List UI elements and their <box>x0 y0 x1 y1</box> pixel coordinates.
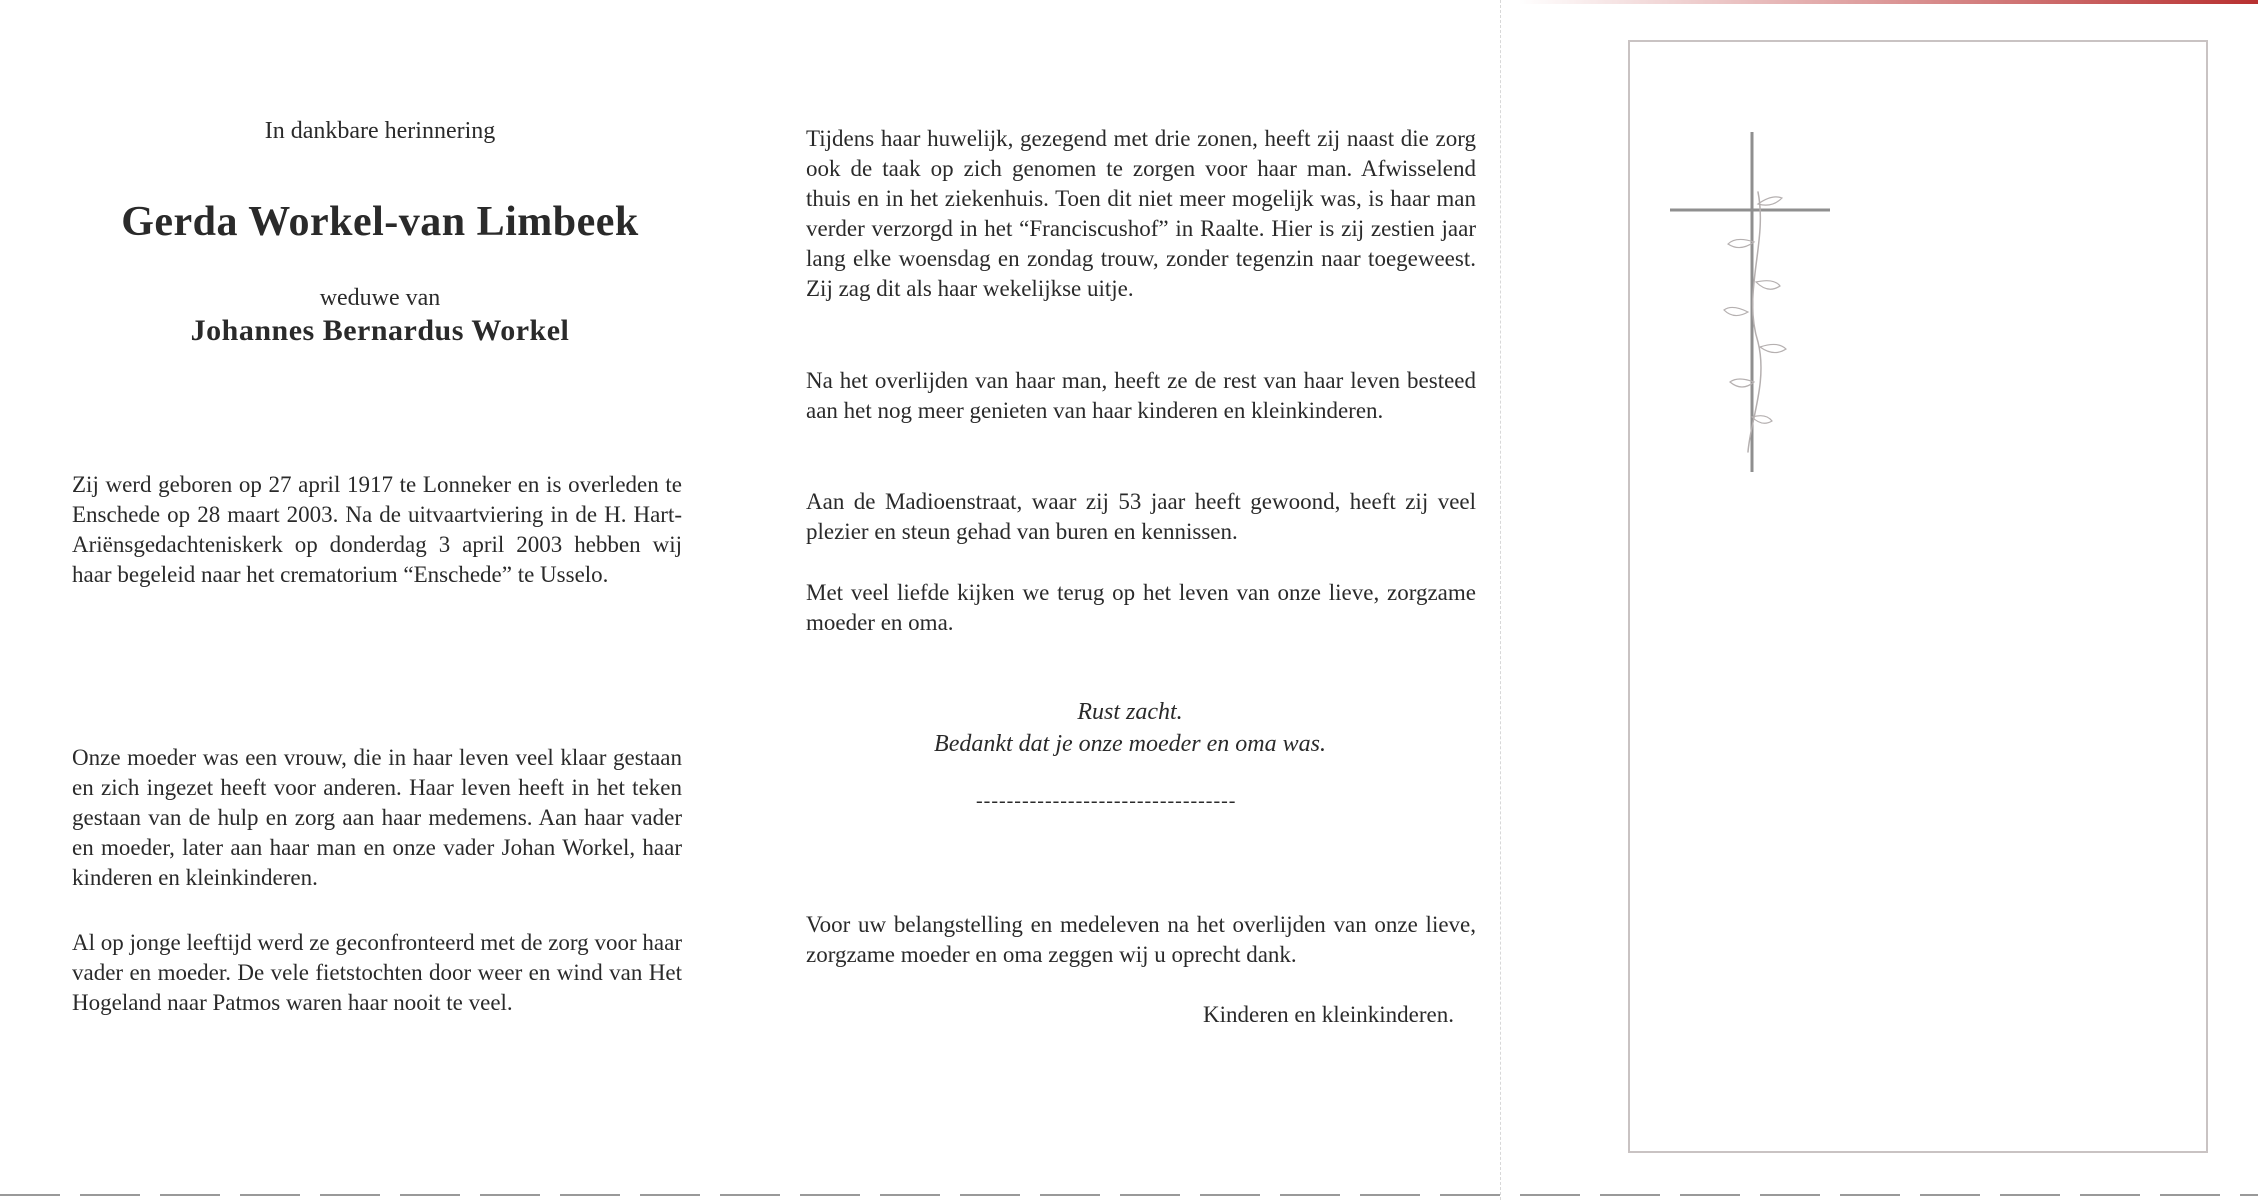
husband-name: Johannes Bernardus Workel <box>190 314 570 347</box>
deceased-name: Gerda Workel-van Limbeek <box>121 199 639 245</box>
closing-line-2: Bedankt dat je onze moeder en oma was. <box>934 731 1326 757</box>
right-panel <box>1500 0 2258 1200</box>
cross-with-vine-icon <box>1670 132 1830 472</box>
life-paragraph: Onze moeder was een vrouw, die in haar leven veel klaar gestaan en zich ingezet heeft voor anderen. Haar leven heeft in het teken gestaan van de hulp en zorg aan haar medemens. Aan haar vader en moeder, later aan haar man en onze vader Johan Workel, haar kinderen en kleinkinderen. <box>72 745 682 890</box>
closing-verse <box>760 696 1500 760</box>
marriage-paragraph: Tijdens haar huwelijk, gezegend met drie zonen, heeft zij naast die zorg ook de taak op zich genomen te zorgen voor haar man. Afwisselend thuis en in het ziekenhuis. Toen dit niet meer mogelijk was, is haar man verder verzorgd in het “Franciscushof” in Raalte. Hier is zij zestien jaar lang elke woensdag en zondag trouw, zonder tegenzin naar toegeweest. Zij zag dit als haar wekelijkse uitje. <box>806 126 1476 301</box>
remembrance-paragraph: Met veel liefde kijken we terug op het leven van onze lieve, zorgzame moeder en oma. <box>806 580 1476 635</box>
widow-of-label: weduwe van <box>319 285 441 311</box>
bottom-edge-line <box>0 1194 2258 1196</box>
neighbours-paragraph: Aan de Madioenstraat, waar zij 53 jaar heeft gewoond, heeft zij veel plezier en steun gehad van buren en kennissen. <box>806 489 1476 544</box>
border-frame <box>1628 40 2208 1153</box>
left-panel <box>0 0 760 1200</box>
youth-paragraph: Al op jonge leeftijd werd ze geconfronteerd met de zorg voor haar vader en moeder. De vele fietstochten door weer en wind van Het Hogeland naar Patmos waren haar nooit te veel. <box>72 930 682 1015</box>
thanks-paragraph: Voor uw belangstelling en medeleven na het overlijden van onze lieve, zorgzame moeder en oma zeggen wij u oprecht dank. <box>806 912 1476 967</box>
intro-line: In dankbare herinnering <box>264 118 496 144</box>
closing-line-1: Rust zacht. <box>1077 699 1183 725</box>
middle-panel <box>760 0 1500 1200</box>
birth-death-paragraph: Zij werd geboren op 27 april 1917 te Lonneker en is overleden te Enschede op 28 maart 2003. Na de uitvaartviering in de H. Hart-Ariënsgedachteniskerk op donderdag 3 april 2003 hebben wij haar begeleid naar het crematorium “Enschede” te Usselo. <box>72 472 682 587</box>
after-husband-paragraph: Na het overlijden van haar man, heeft ze de rest van haar leven besteed aan het nog meer genieten van haar kinderen en kleinkinderen. <box>806 368 1476 423</box>
signature: Kinderen en kleinkinderen. <box>1203 1002 1454 1027</box>
separator-line: ---------------------------------- <box>976 790 1237 812</box>
